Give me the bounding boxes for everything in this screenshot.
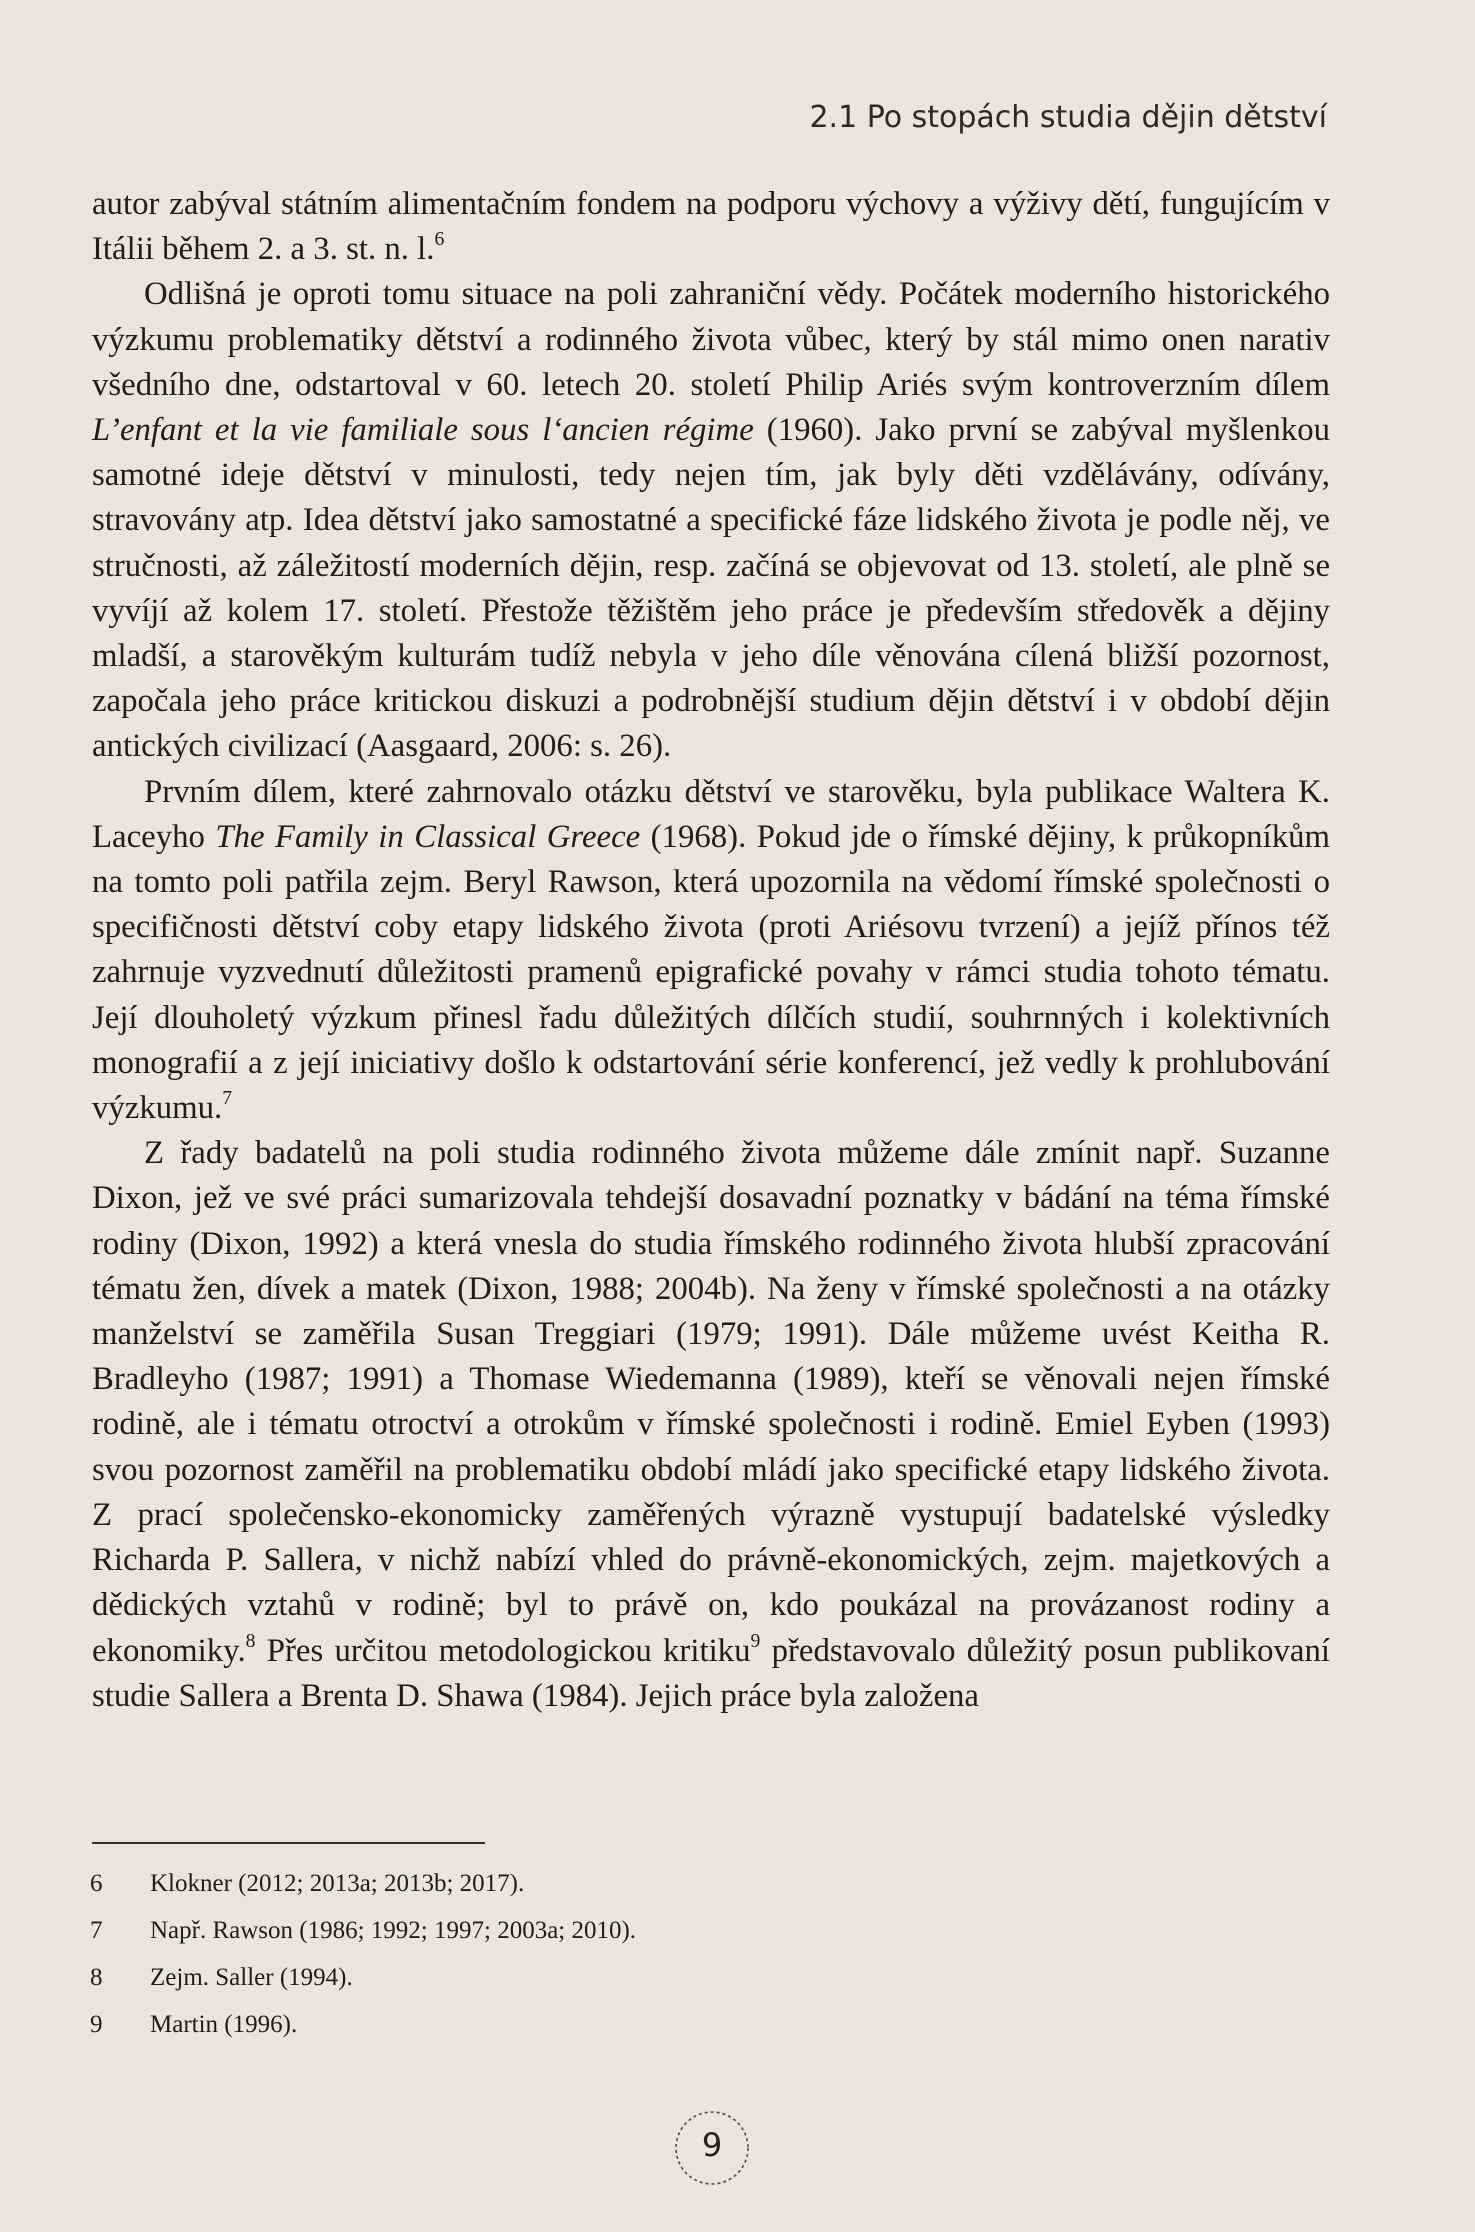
paragraph-2-text-a: Odlišná je oproti tomu situace na poli zahraniční vědy. Počátek moderního historického výzkumu problematiky dětství a rodinného života vůbec, který by stál mimo onen narativ všedního dne, odstartoval v 60. letech 20. století Philip Ariés svým kontroverzním dílem [92, 276, 1330, 403]
footnote-ref-9[interactable]: 9 [750, 1629, 761, 1652]
paragraph-4-text-b: Přes určitou metodologickou kritiku [255, 1632, 751, 1669]
paragraph-3-text-b: (1968). Pokud jde o římské dějiny, k průkopníkům na tomto poli patřila zejm. Beryl Rawson, která upozornila na vědomí římské společnosti o specifičnosti dětství coby etapy lidského života (proti Ariésovu tvrzení) a jejíž přínos též zahrnuje vyzvednutí důležitosti pramenů epigrafické povahy v rámci studia tohoto tématu. Její dlouholetý výzkum přinesl řadu důležitých dílčích studií, souhrnných i kolektivních monografií a z její iniciativy došlo k odstartování série konferencí, jež vedly k prohlubování výzkumu. [92, 818, 1330, 1127]
paragraph-1-text: autor zabýval státním alimentačním fondem na podporu výchovy a výživy dětí, fungujícím v Itálii během 2. a 3. st. n. l. [92, 186, 1330, 268]
footnote-item [90, 2001, 1090, 2048]
paragraph-2 [92, 272, 1330, 769]
paragraph-3-text-a: Prvním dílem, které zahrnovalo otázku dětství ve starověku, byla publikace Waltera K. Laceyho [92, 773, 1330, 855]
paragraph-2-text-b: (1960). Jako první se zabýval myšlenkou samotné ideje dětství v minulosti, tedy nejen tím, jak byly děti vzdělávány, odívány, stravovány atp. Idea dětství jako samostatné a specifické fáze lidského života je podle něj, ve stručnosti, až záležitostí moderních dějin, resp. začíná se objevovat od 13. století, ale plně se vyvíjí až kolem 17. století. Přestože těžištěm jeho práce je především středověk a dějiny mladší, a starověkým kulturám tudíž nebyla v jeho díle věnována cílená bližší pozornost, započala jeho práce kritickou diskuzi a podrobnější studium dějin dětství i v období dějin antických civilizací (Aasgaard, 2006: s. 26). [92, 412, 1330, 765]
paragraph-4 [92, 1131, 1330, 1719]
footnote-number: 9 [90, 2011, 103, 2038]
footnote-text: Klokner (2012; 2013a; 2013b; 2017). [150, 1870, 525, 1897]
paragraph-1 [92, 182, 1330, 272]
footnote-ref-8[interactable]: 8 [245, 1629, 256, 1652]
paragraph-3 [92, 770, 1330, 1132]
footnote-text: Martin (1996). [150, 2011, 298, 2038]
page-number-badge [672, 2108, 752, 2188]
footnote-number: 6 [90, 1870, 103, 1897]
footnote-item [90, 1954, 1090, 2001]
footnotes-list [90, 1860, 1090, 2048]
footnote-divider [92, 1842, 485, 1844]
paragraph-4-text-a: Z řady badatelů na poli studia rodinného života můžeme dále zmínit např. Suzanne Dixon, jež ve své práci sumarizovala tehdejší dosavadní poznatky v bádání na téma římské rodiny (Dixon, 1992) a která vnesla do studia římského rodinného života hlubší zpracování tématu žen, dívek a matek (Dixon, 1988; 2004b). Na ženy v římské společnosti a na otázky manželství se zaměřila Susan Treggiari (1979; 1991). Dále můžeme uvést Keitha R. Bradleyho (1987; 1991) a Thomase Wiedemanna (1989), kteří se věnovali nejen římské rodině, ale i tématu otroctví a otrokům v římské společnosti i rodině. Emiel Eyben (1993) svou pozornost zaměřil na problematiku období mládí jako specifické etapy lidského života. Z prací společensko-ekonomicky zaměřených výrazně vystupují badatelské výsledky Richarda P. Sallera, v nichž nabízí vhled do právně-ekonomických, zejm. majetkových a dědických vztahů v rodině; byl to právě on, kdo poukázal na provázanost rodiny a ekonomiky. [92, 1135, 1330, 1669]
paragraph-4-text-c: představovalo důležitý posun publikovaní studie Sallera a Brenta D. Shawa (1984). Jejich práce byla založena [92, 1632, 1330, 1714]
footnote-text: Např. Rawson (1986; 1992; 1997; 2003a; 2010). [150, 1917, 637, 1944]
book-title-aries: L’enfant et la vie familiale sous l‘ancien régime [92, 412, 754, 449]
footnote-number: 8 [90, 1964, 103, 1991]
footnote-item [90, 1860, 1090, 1907]
footnote-item [90, 1907, 1090, 1954]
body-text [92, 182, 1330, 1719]
footnote-ref-7[interactable]: 7 [222, 1087, 233, 1110]
footnote-ref-6[interactable]: 6 [434, 228, 445, 251]
footnote-text: Zejm. Saller (1994). [150, 1964, 353, 1991]
page-number: 9 [701, 2126, 723, 2164]
book-title-lacey: The Family in Classical Greece [215, 818, 641, 855]
footnote-number: 7 [90, 1917, 103, 1944]
running-head: 2.1 Po stopách studia dějin dětství [809, 100, 1327, 135]
